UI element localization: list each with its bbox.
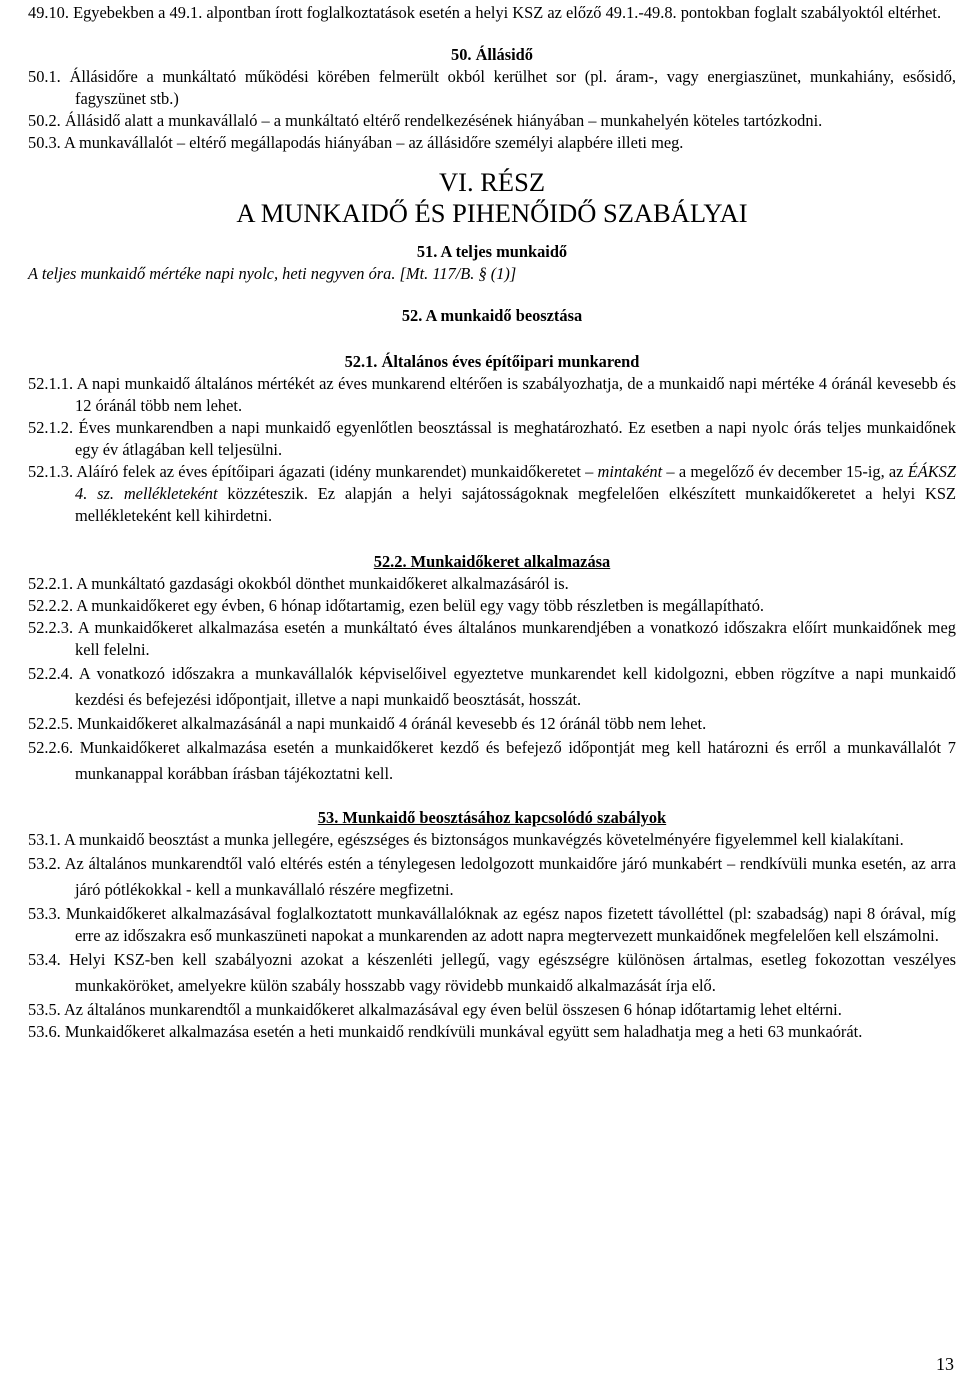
heading-50: 50. Állásidő: [451, 45, 533, 64]
paragraph-53-5: 53.5. Az általános munkarendtől a munkaidőkeret alkalmazásával egy éven belül összesen 6 hónap időtartamig lehet eltérni.: [28, 1000, 842, 1019]
paragraph-52-2-5: 52.2.5. Munkaidőkeret alkalmazásánál a napi munkaidő 4 óránál kevesebb és 12 óránál több nem lehet.: [28, 714, 707, 733]
p52-1-3-italic-a: mintaként: [597, 462, 663, 481]
paragraph-52-2-3: 52.2.3. A munkaidőkeret alkalmazása esetén a munkáltató éves általános munkarendjében a vonatkozó időszakra előírt munkaidőnek meg kell felelni.: [28, 618, 956, 659]
paragraph-53-6: 53.6. Munkaidőkeret alkalmazása esetén a heti munkaidő rendkívüli munkával együtt sem haladhatja meg a heti 63 munkaórát.: [28, 1022, 863, 1041]
paragraph-52-2-1: 52.2.1. A munkáltató gazdasági okokból dönthet munkaidőkeret alkalmazásáról is.: [28, 574, 569, 593]
paragraph-52-2-6: 52.2.6. Munkaidőkeret alkalmazása esetén a munkaidőkeret kezdő és befejező időpontját meg kell határozni és erről a munkavállalót 7 munkanappal korábban írásban tájékoztatni kell.: [28, 738, 956, 783]
heading-53: 53. Munkaidő beosztásához kapcsolódó szabályok: [317, 808, 667, 827]
paragraph-52-1-2: 52.1.2. Éves munkarendben a napi munkaidő egyenlőtlen beosztással is meghatározható. Ez esetben a napi nyolc órás teljes munkaidőnek egy év átlagában kell teljesülni.: [28, 418, 956, 459]
paragraph-50-3: 50.3. A munkavállalót – eltérő megállapodás hiányában – az állásidőre személyi alapbére illeti meg.: [28, 133, 684, 152]
paragraph-50-1: 50.1. Állásidőre a munkáltató működési körében felmerült okból kerülhet sor (pl. áram-, vagy energiaszünet, munkahiány, esősidő, fagyszünet stb.): [28, 67, 956, 108]
heading-52-1: 52.1. Általános éves építőipari munkarend: [344, 352, 640, 371]
paragraph-52-1-3: [28, 461, 956, 527]
page-body: [28, 2, 956, 1043]
paragraph-53-1: 53.1. A munkaidő beosztást a munka jellegére, egészséges és biztonságos munkavégzés követelményére figyelemmel kell kialakítani.: [28, 830, 904, 849]
part-title: A MUNKAIDŐ ÉS PIHENŐIDŐ SZABÁLYAI: [236, 198, 748, 228]
paragraph-50-2: 50.2. Állásidő alatt a munkavállaló – a munkáltató eltérő rendelkezésének hiányában – munkahelyén köteles tartózkodni.: [28, 111, 823, 130]
p52-1-3-italic-b: ÉÁKSZ 4. sz. mellékleteként: [75, 462, 956, 503]
paragraph-49-10: 49.10. Egyebekben a 49.1. alpontban írott foglalkoztatások esetén a helyi KSZ az előző 49.1.-49.8. pontokban foglalt szabályoktól eltérhet.: [28, 3, 942, 22]
part-number: VI. RÉSZ: [439, 167, 545, 197]
heading-52: 52. A munkaidő beosztása: [401, 306, 583, 325]
heading-51: 51. A teljes munkaidő: [416, 242, 568, 261]
paragraph-51: A teljes munkaidő mértéke napi nyolc, heti negyven óra. [Mt. 117/B. § (1)]: [28, 264, 517, 283]
paragraph-52-2-4: 52.2.4. A vonatkozó időszakra a munkavállalók képviselőivel egyeztetve munkarendet kell kidolgozni, ebben rögzítve a napi munkaidő kezdési és befejezési időpontjait, illetve a napi munkaidő beosztását, hosszát.: [28, 664, 956, 709]
paragraph-52-1-1: 52.1.1. A napi munkaidő általános mértékét az éves munkarend eltérően is szabályozhatja, de a munkaidő napi mértéke 4 óránál kevesebb és 12 óránál több nem lehet.: [28, 374, 956, 415]
p52-1-3-part-a: 52.1.3. Aláíró felek az éves építőipari ágazati (idény munkarendet) munkaidőkeretet –: [28, 462, 598, 481]
paragraph-52-2-2: 52.2.2. A munkaidőkeret egy évben, 6 hónap időtartamig, ezen belül egy vagy több részletben is megállapítható.: [28, 596, 765, 615]
paragraph-53-4: 53.4. Helyi KSZ-ben kell szabályozni azokat a készenléti jellegű, vagy egészségre különösen ártalmas, esetleg fokozottan veszélyes munkaköröket, amelyekre külön szabály hosszabb vagy rövidebb munkaidő alkalmazását írja elő.: [28, 950, 956, 995]
heading-52-2: 52.2. Munkaidőkeret alkalmazása: [373, 552, 611, 571]
paragraph-53-2: 53.2. Az általános munkarendtől való eltérés estén a ténylegesen ledolgozott munkaidőre járó munkabért – rendkívüli munka esetén, az arra járó pótlékokkal - kell a munkavállaló részére megfizetni.: [28, 854, 956, 899]
paragraph-53-3: 53.3. Munkaidőkeret alkalmazásával foglalkoztatott munkavállalóknak az egész napos fizetett távolléttel (pl: szabadság) napi 8 órával, míg erre az időszakra eső munkaszüneti napokat a munkarenden az adott napra megtervezett munkaidőnek megfelelően kell elszámolni.: [28, 904, 956, 945]
p52-1-3-part-c: – a megelőző év december 15-ig, az: [662, 462, 908, 481]
page-number: 13: [936, 1354, 954, 1374]
p52-1-3-part-e: közzéteszik. Ez alapján a helyi sajátosságoknak megfelelően elkészített munkaidőkeretet a helyi KSZ mellékleteként kell kihirdetni.: [75, 484, 956, 525]
